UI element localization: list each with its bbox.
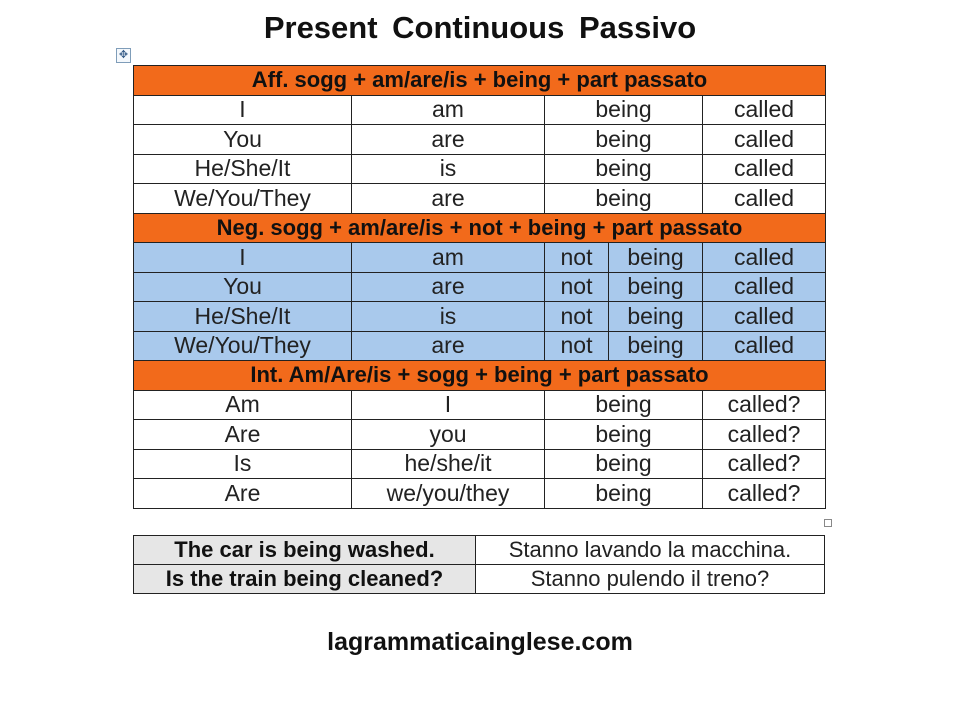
subject-cell: He/She/It (134, 302, 352, 332)
not-cell: not (545, 272, 609, 302)
being-cell: being (545, 154, 703, 184)
example-italian: Stanno lavando la macchina. (476, 536, 825, 565)
being-cell: being (545, 390, 703, 420)
subject-cell: We/You/They (134, 331, 352, 361)
participle-cell: called? (703, 420, 826, 450)
subject-cell: I (134, 95, 352, 125)
subject-cell: we/you/they (352, 479, 545, 509)
being-cell: being (609, 243, 703, 273)
being-cell: being (609, 331, 703, 361)
table-row (134, 420, 826, 450)
table-row (134, 154, 826, 184)
not-cell: not (545, 243, 609, 273)
table-row (134, 449, 826, 479)
subject-cell: You (134, 272, 352, 302)
verb-cell: Are (134, 420, 352, 450)
subject-cell: he/she/it (352, 449, 545, 479)
subject-cell: I (352, 390, 545, 420)
verb-cell: Am (134, 390, 352, 420)
table-row (134, 95, 826, 125)
table-row (134, 125, 826, 155)
table-row (134, 390, 826, 420)
table-row (134, 243, 826, 273)
example-row (134, 565, 825, 594)
table-row (134, 331, 826, 361)
verb-cell: are (352, 184, 545, 214)
participle-cell: called (703, 331, 826, 361)
website-url: lagrammaticainglese.com (327, 628, 633, 656)
subject-cell: you (352, 420, 545, 450)
example-italian: Stanno pulendo il treno? (476, 565, 825, 594)
verb-cell: am (352, 243, 545, 273)
table-row (134, 272, 826, 302)
participle-cell: called (703, 243, 826, 273)
being-cell: being (545, 479, 703, 509)
participle-cell: called (703, 125, 826, 155)
interrogative-header-row (134, 361, 826, 391)
table-resize-handle[interactable] (824, 519, 832, 527)
participle-cell: called (703, 272, 826, 302)
verb-cell: are (352, 125, 545, 155)
participle-cell: called (703, 154, 826, 184)
participle-cell: called? (703, 479, 826, 509)
being-cell: being (545, 449, 703, 479)
table-row (134, 302, 826, 332)
being-cell: being (545, 420, 703, 450)
verb-cell: am (352, 95, 545, 125)
subject-cell: I (134, 243, 352, 273)
table-row (134, 184, 826, 214)
being-cell: being (545, 125, 703, 155)
page-title: Present Continuous Passivo (263, 10, 697, 45)
conjugation-table (133, 65, 826, 509)
table-row (134, 479, 826, 509)
table-move-handle-icon[interactable]: ✥ (116, 48, 131, 63)
verb-cell: is (352, 302, 545, 332)
being-cell: being (609, 272, 703, 302)
not-cell: not (545, 331, 609, 361)
negative-header-row (134, 213, 826, 243)
participle-cell: called (703, 302, 826, 332)
verb-cell: are (352, 272, 545, 302)
verb-cell: Are (134, 479, 352, 509)
example-row (134, 536, 825, 565)
being-cell: being (609, 302, 703, 332)
interrogative-header: Int. Am/Are/is + sogg + being + part passato (134, 361, 826, 391)
affirmative-header-row (134, 66, 826, 96)
participle-cell: called? (703, 390, 826, 420)
participle-cell: called (703, 95, 826, 125)
being-cell: being (545, 184, 703, 214)
subject-cell: You (134, 125, 352, 155)
being-cell: being (545, 95, 703, 125)
example-english: The car is being washed. (134, 536, 476, 565)
affirmative-header: Aff. sogg + am/are/is + being + part passato (134, 66, 826, 96)
negative-header: Neg. sogg + am/are/is + not + being + part passato (134, 213, 826, 243)
participle-cell: called? (703, 449, 826, 479)
verb-cell: is (352, 154, 545, 184)
example-english: Is the train being cleaned? (134, 565, 476, 594)
subject-cell: He/She/It (134, 154, 352, 184)
not-cell: not (545, 302, 609, 332)
examples-table (133, 535, 825, 594)
verb-cell: are (352, 331, 545, 361)
participle-cell: called (703, 184, 826, 214)
verb-cell: Is (134, 449, 352, 479)
subject-cell: We/You/They (134, 184, 352, 214)
